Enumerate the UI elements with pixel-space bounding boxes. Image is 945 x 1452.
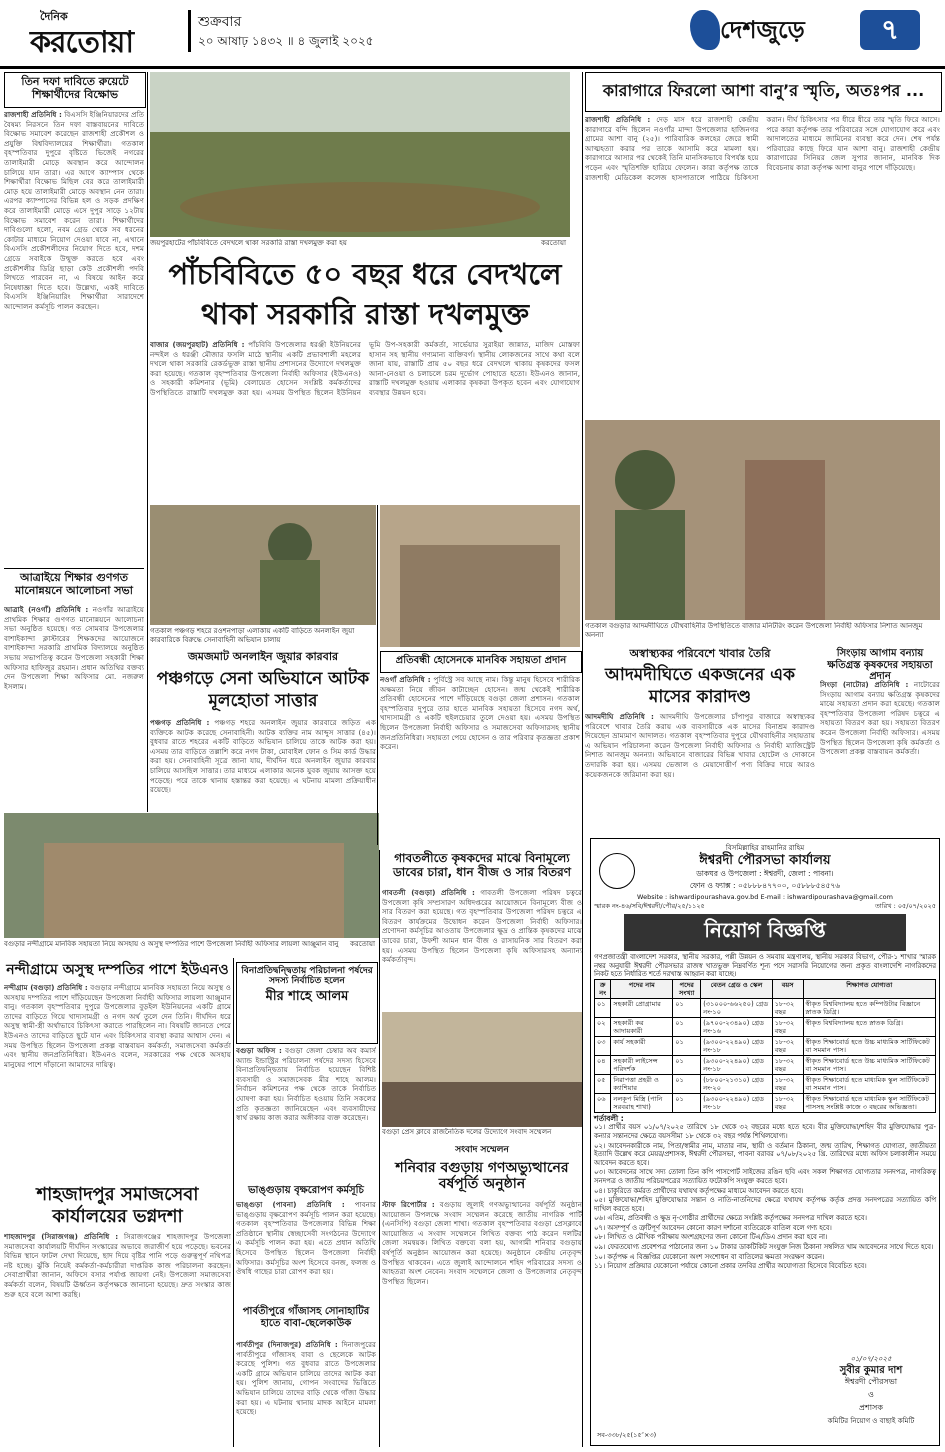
- photo-panchbibi: [150, 72, 570, 237]
- photo-caption: [150, 627, 376, 647]
- headline-shonibar: শনিবার বগুড়ায় গণঅভ্যুত্থানের বর্ষপূর্তি অনুষ্ঠান: [395, 1160, 569, 1193]
- table-cell: সহকারী লাইসেন্স পরিদর্শক: [611, 1055, 673, 1074]
- table-cell: ১৮-৩২ বছর: [772, 1055, 803, 1074]
- table-cell: ০১: [673, 1093, 701, 1112]
- article-karagar: [585, 115, 940, 415]
- article-body: দিনাজপুরের পার্বতীপুরে গাঁজাসহ বাবা ও ছেলেকে আটক করেছে পুলিশ। গত বুধবার রাতে উপজেলার একটি গ্রামে অভিযান চালিয়ে তাদের আটক করা হয়। পুলিশ জানায়, গোপন সংবাদের ভিত্তিতে অভিযান চালিয়ে তাদের বাড়ি থেকে গাঁজা উদ্ধার করা হয়। এ ঘটনায় থানায় মাদক আইনে মামলা হয়েছে।: [236, 1340, 376, 1417]
- notice-terms-title: শর্তাবলী :: [594, 1113, 624, 1123]
- header-day: শুক্রবার: [198, 14, 242, 30]
- headline-box: [585, 72, 942, 112]
- byline: পার্বতীপুর (দিনাজপুর) প্রতিনিধি :: [236, 1340, 338, 1349]
- table-cell: ০২: [595, 1017, 611, 1036]
- table-cell: ০৪: [595, 1055, 611, 1074]
- column-rule: [147, 72, 148, 812]
- column-rule: [582, 72, 583, 1447]
- table-row: [595, 998, 936, 1017]
- masthead-small-label: দৈনিক: [40, 10, 68, 23]
- table-cell: ০১: [673, 1055, 701, 1074]
- vacancy-table-body: [595, 998, 936, 1112]
- article-alhaj: [4, 605, 144, 810]
- headline-box: [4, 72, 146, 108]
- table-cell: স্বীকৃত বিশ্ববিদ্যালয় হতে কম্পিউটার বিজ্ঞানে স্নাতক ডিগ্রি।: [803, 998, 935, 1017]
- article-body: পাঁচবিবি উপজেলার ধরঞ্জী ইউনিয়নের নন্দইল ও ধরঞ্জী মৌজার ফসলি মাঠে স্থানীয় একটি প্রভাবশালী মহলের দখলে থাকা সরকারি রেকর্ডভুক্ত রাস্তা স্থানীয় প্রশাসনের উদ্যোগে দখলমুক্ত করা হয়েছে। গতকাল বৃহস্পতিবার উপজেলা নির্বাহী অফিসার (ইউএনও) ও সহকারী কমিশনার (ভূমি) বেলায়েত হোসেন সংশ্লিষ্ট কর্মকর্তাদের উপস্থিতিতে রাস্তাটি দখলমুক্ত করা হয়। এসময় উপস্থিত ছিলেন ইউনিয়ন ভূমি উপ-সহকারী কর্মকর্তা, সার্ভেয়ার সুরাইয়া জান্নাত, মাজিদ মোস্তফা হাসান সহ স্থানীয় গণ্যমান্য ব্যক্তিবর্গ। স্থানীয় লোকজনের সাথে কথা বলে জানা যায়, রাস্তাটি প্রায় ৫০ বছর ধরে বেদখলে থাকায় কৃষকদের ফসল আনা-নেওয়া ও চলাচলে চরম দুর্ভোগ পোহাতে হতো। ইউএনও জানান, রাস্তাটি দখলমুক্ত হওয়ায় এলাকার কৃষকরা উপকৃত হবেন এবং যোগাযোগ ব্যবস্থার উন্নয়ন হবে।: [150, 340, 580, 397]
- masthead-logo: করতোয়া: [30, 25, 134, 60]
- list-item: ০১। প্রার্থীর বয়স ০১/০৭/২০২৫ তারিখে ১৮ থেকে ৩২ বছরের মধ্যে হতে হবে। বীর মুক্তিযোদ্ধা/শহিদ বীর মুক্তিযোদ্ধার পুত্র-কন্যার সন্তানদের ক্ষেত্রে বয়সসীমা ১৮ থেকে ৩২ বছর পর্যন্ত শিথিলযোগ্য।: [594, 1123, 936, 1140]
- photo-caption: [585, 622, 940, 642]
- prottik-box: [236, 962, 378, 1044]
- table-row: [595, 1074, 936, 1093]
- table-cell: স্বীকৃত শিক্ষাবোর্ড হতে উচ্চ মাধ্যমিক সার্টিফিকেট বা সমমান পাস।: [803, 1036, 935, 1055]
- notice-office: ঈশ্বরদী পৌরসভা কার্যালয়: [699, 853, 831, 868]
- list-item: ০৪। চাকুরিতে কর্মরত প্রার্থীদের যথাযথ কর্তৃপক্ষের মাধ্যমে আবেদন করতে হবে।: [594, 1186, 804, 1195]
- photo-credit: করতোয়া: [350, 940, 375, 948]
- header-divider: [188, 10, 191, 52]
- prottik-name: মীর শাহে আলম: [265, 988, 349, 1004]
- table-cell: ০১: [673, 1074, 701, 1093]
- headline-panchbibi: পাঁচবিবিতে ৫০ বছর ধরে বেদখলে থাকা সরকারি রাস্তা দখলমুক্ত: [168, 257, 562, 331]
- caption-text: গতকাল বগুড়ার আদমদীঘিতে যৌথবাহিনীর উপস্থিতিতে বাজার মনিটরিং করেন উপজেলা নির্বাহী অফিসার নিশাত আনজুম অনন্যা: [585, 622, 923, 639]
- headline-admdighi: আদমদীঘিতে একজনের এক মাসের কারাদণ্ড: [605, 665, 795, 707]
- signature-date: ০১/০৭/২০২৫: [850, 1354, 892, 1363]
- header-date: ২০ আষাঢ় ১৪৩২ ॥ ৪ জুলাই ২০২৫: [198, 34, 374, 48]
- caption-text: বগুড়ার নন্দীগ্রামে মানবিক সহায়তা নিয়ে অসহায় ও অসুস্থ দম্পতির পাশে উপজেলা নির্বাহী অফিসার লায়লা আঞ্জুমান বানু: [4, 940, 339, 948]
- byline: পঞ্চগড় প্রতিনিধি :: [150, 718, 210, 727]
- list-item: ০৬। এতিম, প্রতিবন্ধী ও ক্ষুদ্র নৃ-গোষ্ঠীর প্রার্থীদের ক্ষেত্রে সংশ্লিষ্ট কর্তৃপক্ষের সনদপত্র দাখিল করতে হবে।: [594, 1214, 867, 1223]
- headline-admdighi-small: অস্বাস্থ্যকর পরিবেশে খাবার তৈরি: [629, 647, 771, 660]
- notice-terms: [594, 1123, 936, 1271]
- table-cell: ০৩: [595, 1036, 611, 1055]
- byline: আদমদীঘি প্রতিনিধি :: [585, 712, 654, 721]
- headline-prottik: বিনাপ্রতিদ্বন্দ্বিতায় পরিচালনা পর্ষদের সদস্য নির্বাচিত হলেন: [241, 966, 373, 987]
- table-cell: ০১: [595, 998, 611, 1017]
- table-cell: নিরাপত্তা প্রহরী ও ক্যাশিয়ার: [611, 1074, 673, 1093]
- table-cell: (৯৭০০-২৩৪৯০) গ্রেড নং-১৬: [701, 1017, 772, 1036]
- table-cell: ০৫: [595, 1074, 611, 1093]
- vacancy-column-header: পদের নাম: [611, 979, 673, 998]
- list-item: ১১। নিয়োগ প্রক্রিয়ার যেকোনো পর্যায়ে কোনো প্রকার তদবির প্রার্থীর অযোগ্যতা হিসেবে বিবেচিত হবে।: [594, 1262, 867, 1271]
- photo-credit: করতোয়া: [541, 239, 566, 247]
- notice-title: নিয়োগ বিজ্ঞপ্তি: [624, 914, 906, 951]
- recruitment-notice: [590, 838, 940, 1446]
- notice-phone: ফোন ও ফ্যাক্স : ০৫৮৮৮৪৭৭০০, ০৫৮৮৮৫৪৫৭৬: [689, 880, 841, 890]
- list-item: ০৮। লিখিত ও মৌখিক পরীক্ষায় অংশগ্রহণের জন্য কোনো টিএ/ডিএ প্রদান করা হবে না।: [594, 1233, 828, 1242]
- article-body: বিএসসি ইঞ্জিনিয়ারদের প্রতি বৈষম্য নিরসনে তিন দফা বাস্তবায়নের দাবিতে বিক্ষোভ সমাবেশ করেছেন রাজশাহী প্রকৌশল ও প্রযুক্তি বিশ্ববিদ্যালয়ের শিক্ষার্থীরা। গতকাল বৃহস্পতিবার দুপুরে বৃষ্টিতে ভিজেই নগরের তালাইমারী মোড়ে অবস্থান করে আন্দোলন চালিয়ে যান তারা। এর আগে ক্যাম্পাস থেকে শিক্ষার্থীরা বিক্ষোভ মিছিল বের করে তালাইমারী মোড় হয়ে তালাইমারী মোড়ে অবস্থান নেন তারা। এরপর ক্যাম্পাসের বিভিন্ন হল ও সড়ক প্রদক্ষিণ করে তালাইমারী মোড়ে এসে দুপুর সাড়ে ১২টায় বিক্ষোভ সমাবেশ করেন তারা। শিক্ষার্থীদের দাবিগুলো হলো, নবম গ্রেড থেকে সব ধরনের কোটার মাধ্যমে নিয়োগ দেওয়া যাবে না, এখানে বিএসসি প্রকৌশলীদের নিয়োগ দিতে হবে, দশম গ্রেডে সবাইকে উন্মুক্ত করতে হবে এবং প্রকৌশলীর ডিগ্রি ছাড়া কেউ প্রকৌশলী পদবি লিখতে পারবেন না, এ বিষয়ে আইন করে নিষেধাজ্ঞা দিতে হবে। উল্লেখ্য, একই দাবিতে বিএসসি ইঞ্জিনিয়ারিং শিক্ষার্থীরা সারাদেশে আন্দোলন কর্মসূচি পালন করছেন।: [4, 110, 144, 311]
- photo-caption: [4, 940, 379, 958]
- article-body: পুর্বিস্ট্রে সব আছে নাম। কিন্তু মানুষ হিসেবে শারীরিক অক্ষমতা নিয়ে জীবন কাটাচ্ছেন হোসেন। জন্ম থেকেই শারীরিক প্রতিবন্ধী হোসেনের পাশে দাঁড়িয়েছে বগুড়া জেলা প্রশাসন। গতকাল বৃহস্পতিবার দুপুরে তার হাতে মানবিক সহায়তা হিসেবে নগদ অর্থ, খাদ্যসামগ্রী ও একটি হুইলচেয়ার তুলে দেওয়া হয়। এসময় উপস্থিত ছিলেন উপজেলা নির্বাহী অফিসার ও সমাজসেবা অফিসারসহ স্থানীয় জনপ্রতিনিধিরা। সহায়তা পেয়ে হোসেন ও তার পরিবার কৃতজ্ঞতা প্রকাশ করেন।: [380, 675, 580, 752]
- notice-footer-code: সব-৩৩৮/২৫(১৫″×৩): [597, 1431, 657, 1439]
- table-cell: ১৮-৩২ বছর: [772, 1074, 803, 1093]
- notice-web: Website : ishwardipourashava.gov.bd E-mail : ishwardipourashava@gmail.com: [637, 892, 893, 901]
- headline-protibondhi: প্রতিবন্ধী হোসেনকে মানবিক সহায়তা প্রদান: [395, 655, 567, 666]
- photo-gabtali: [382, 1012, 582, 1127]
- bangladesh-map-icon: [690, 10, 720, 50]
- caption-text: জয়পুরহাটের পাঁচবিবিতে বেদখলে থাকা সরকারি রাস্তা দখলমুক্ত করা হয়: [150, 239, 347, 247]
- article-nandigram: [4, 983, 231, 1181]
- photo-caption: [382, 1128, 582, 1138]
- table-cell: স্বীকৃত বিশ্ববিদ্যালয় হতে স্নাতক ডিগ্রি।: [803, 1017, 935, 1036]
- headline-karagar: কারাগারে ফিরলো আশা বানু’র স্মৃতি, অতঃপর ...: [602, 81, 925, 100]
- section-title: দেশজুড়ে: [720, 16, 805, 44]
- photo-nandigram: [4, 813, 379, 938]
- article-parbatipur: [236, 1340, 376, 1447]
- article-shahjadpur: [4, 1232, 231, 1447]
- photo-nandigram-scene: [4, 813, 379, 938]
- notice-memo-row: [594, 901, 936, 912]
- photo-panchbibi-scene: [150, 72, 570, 237]
- headline-tin-dafa: তিন দফা দাবিতে রুয়েটে শিক্ষার্থীদের বিক্ষোভ: [21, 75, 129, 101]
- byline: শাহজাদপুর (সিরাজগঞ্জ) প্রতিনিধি :: [4, 1232, 119, 1241]
- table-cell: ১৮-৩২ বছর: [772, 1093, 803, 1112]
- article-panchbibi: [150, 340, 580, 500]
- byline: নন্দীগ্রাম (বগুড়া) প্রতিনিধি :: [4, 983, 88, 992]
- table-row: [595, 1017, 936, 1036]
- article-gabtali: [382, 888, 582, 1008]
- headline-parbatipur: পার্বতীপুরে গাঁজাসহ সোনাহাটির হাতে বাবা-ছেলেকাউক: [242, 1306, 370, 1329]
- photo-protibondhi-scene: [380, 505, 580, 647]
- column-rule: [379, 850, 380, 1447]
- divider: [4, 568, 144, 569]
- table-row: [595, 1036, 936, 1055]
- notice-memo: স্মারক নং-৪৬/সবি/ঈশ্বরদী/পৌর/২৫/১১২৫: [594, 901, 705, 910]
- article-body: নওগাঁর আত্রাইয়ে প্রাথমিক শিক্ষার গুণগত মানোন্নয়নে আলোচনা সভা অনুষ্ঠিত হয়েছে। গত সোমবার উপজেলার বাশাইকান্দা ক্লাস্টারের শিক্ষকদের আয়োজনে বাশাইকান্দা সরকারি প্রাথমিক বিদ্যালয়ে অনুষ্ঠিত সভায় সভাপতিত্ব করেন উপজেলা সহকারী শিক্ষা অফিসার হাফিজুর রহমান। প্রধান অতিথির বক্তব্য দেন উপজেলা শিক্ষা অফিসার মো. নজরুল ইসলাম।: [4, 605, 144, 691]
- article-bhangura: [236, 1200, 376, 1303]
- headline-alhaj: আত্রাইয়ে শিক্ষার গুণগত মানোন্নয়নে আলোচনা সভা: [15, 571, 133, 597]
- headline-singra: সিংড়ায় আগাম বন্যায় ক্ষতিগ্রস্ত কৃষকদের সহায়তা প্রদান: [827, 648, 933, 682]
- article-body: সিরাজগঞ্জের শাহজাদপুর উপজেলা সমাজসেবা কার্যালয়টি দীর্ঘদিন সংস্কারের অভাবে জরাজীর্ণ হয়ে পড়েছে। ভবনের বিভিন্ন স্থানে ফাটল দেখা দিয়েছে, ছাদ দিয়ে বৃষ্টির পানি পড়ে গুরুত্বপূর্ণ নথিপত্র নষ্ট হচ্ছে। ঝুঁকি নিয়েই কর্মকর্তা-কর্মচারীরা দাপ্তরিক কাজ পরিচালনা করছেন। সেবাপ্রার্থীরা জানান, অফিসে বসার পর্যাপ্ত জায়গা নেই। উপজেলা সমাজসেবা কর্মকর্তা বলেন, বিষয়টি ঊর্ধ্বতন কর্তৃপক্ষকে জানানো হয়েছে। দ্রুত সংস্কার কাজ শুরু হবে বলে আশা করছি।: [4, 1232, 231, 1299]
- byline: রাজশাহী প্রতিনিধি :: [4, 110, 62, 119]
- table-cell: স্বীকৃত শিক্ষাবোর্ড হতে মাধ্যমিক স্কুল সার্টিফিকেট বা সমমান পাস।: [803, 1074, 935, 1093]
- table-cell: কার্য সহকারী: [611, 1036, 673, 1055]
- table-cell: ০৬: [595, 1093, 611, 1112]
- table-cell: ১৮-৩২ বছর: [772, 1036, 803, 1055]
- vacancy-column-header: শিক্ষাগত যোগ্যতা: [803, 979, 935, 998]
- photo-caption: [150, 239, 570, 249]
- caption-text: গতকাল পঞ্চগড় শহরে রওশনপাড়া এলাকায় একটি বাড়িতে অনলাইন জুয়া কারবারিকে বিরুদ্ধে সেনাবাহিনী অভিযান চালায়: [150, 627, 355, 644]
- headline-jomjomat-small: জমজমাট অনলাইন জুয়ার কারবার: [187, 650, 339, 663]
- photo-karagar: [585, 420, 940, 620]
- table-cell: ০১: [673, 1017, 701, 1036]
- headline-shonibar-small: সংবাদ সম্মেলন: [455, 1145, 509, 1155]
- signatory-role: প্রশাসক: [859, 1403, 883, 1412]
- photo-gabtali-scene: [382, 1012, 582, 1127]
- article-body: বগুড়ায় জুলাই গণঅভ্যুত্থানের বর্ষপূর্তি অনুষ্ঠান আয়োজন উপলক্ষে সংবাদ সম্মেলন করেছে জাতীয় নাগরিক পার্টি (এনসিপি) বগুড়া জেলা শাখা। গতকাল বৃহস্পতিবার বগুড়া প্রেসক্লাবে আয়োজিত এ সংবাদ সম্মেলনে লিখিত বক্তব্য পাঠ করেন দলটির জেলা সমন্বয়ক। লিখিত বক্তব্যে বলা হয়, আগামী শনিবার বগুড়ায় বর্ষপূর্তি অনুষ্ঠান আয়োজন করা হয়েছে। অনুষ্ঠানে কেন্দ্রীয় নেতৃবৃন্দ উপস্থিত থাকবেন। এতে জুলাই আন্দোলনে শহিদ পরিবারের সদস্য ও আহতরা অংশ নেবেন। সংবাদ সম্মেলনে জেলা ও উপজেলার নেতৃবৃন্দ উপস্থিত ছিলেন।: [382, 1200, 582, 1286]
- article-admdighi: [585, 712, 815, 832]
- table-cell: ১৮-৩২ বছর: [772, 998, 803, 1017]
- notice-address: ডাকঘর ও উপজেলা : ঈশ্বরদী, জেলা : পাবনা।: [696, 868, 834, 878]
- municipality-seal-icon: [599, 853, 635, 889]
- article-body: নাটোরের সিংড়ায় আগাম বন্যায় ক্ষতিগ্রস্ত কৃষকদের মাঝে সহায়তা প্রদান করা হয়েছে। গতকাল বৃহস্পতিবার উপজেলা পরিষদ চত্বরে এ সহায়তা বিতরণ করা হয়। সহায়তা বিতরণ করেন উপজেলা নির্বাহী অফিসার। এসময় উপস্থিত ছিলেন উপজেলা কৃষি কর্মকর্তা ও উপজেলা প্রকল্প বাস্তবায়ন কর্মকর্তা।: [820, 680, 940, 757]
- vacancy-column-header: বেতন গ্রেড ও স্কেল: [701, 979, 772, 998]
- byline: বাজার (জয়পুরহাট) প্রতিনিধি :: [150, 340, 245, 349]
- list-item: ০৩। আবেদনের সাথে সদ্য তোলা তিন কপি পাসপোর্ট সাইজের রঙিন ছবি এবং সকল শিক্ষাগত যোগ্যতার সনদপত্র, নাগরিকত্ব সনদপত্র ও জাতীয় পরিচয়পত্রের সত্যায়িত ফটোকপি সংযুক্ত করতে হবে।: [594, 1168, 936, 1185]
- list-item: ০৭। অসম্পূর্ণ ও ত্রুটিপূর্ণ আবেদন কোনো কারণ দর্শানো ব্যতিরেকে বাতিল বলে গণ্য হবে।: [594, 1223, 832, 1232]
- byline: গাবতলী (বগুড়া) প্রতিনিধি :: [382, 888, 475, 897]
- table-cell: ০১: [673, 1036, 701, 1055]
- notice-footer-right: কমিটির নিয়োগ ও বাছাই কমিটি: [827, 1417, 915, 1425]
- article-body: আদমদীঘি উপজেলার চাঁপাপুর বাজারে অস্বাস্থ্যকর পরিবেশে খাবার তৈরি করায় এক ব্যবসায়ীকে এক মাসের বিনাশ্রম কারাদণ্ড দিয়েছেন ভ্রাম্যমাণ আদালত। গতকাল বৃহস্পতিবার দুপুরে যৌথবাহিনীর সহায়তায় এ অভিযান পরিচালনা করেন উপজেলা নির্বাহী অফিসার ও নির্বাহী ম্যাজিস্ট্রেট নিশাত আনজুম অনন্যা। অভিযানে বাজারের বিভিন্ন খাবার হোটেল ও দোকানে তদারকি করা হয়। এসময় ভেজাল ও মেয়াদোত্তীর্ণ পণ্য বিক্রির দায়ে আরও কয়েকজনকে জরিমানা করা হয়।: [585, 712, 815, 779]
- byline: সিংড়া (নাটোর) প্রতিনিধি :: [820, 680, 909, 689]
- photo-protibondhi: [380, 505, 580, 647]
- photo-karagar-scene: [585, 420, 940, 620]
- table-cell: সহকারী কর আদায়কারী: [611, 1017, 673, 1036]
- signatory-name: সুবীর কুমার দাশ: [839, 1364, 903, 1376]
- page-number: ৭: [860, 10, 920, 50]
- page-header: [0, 0, 945, 69]
- vacancy-table: [594, 979, 936, 1113]
- article-body: পঞ্চগড় শহরে অনলাইন জুয়ার কারবারে জড়িত এক ব্যক্তিকে আটক করেছে সেনাবাহিনী। আটক ব্যক্তির নাম আব্দুস সাত্তার (৪৫)। বুধবার রাতে শহরের একটি বাড়িতে অভিযান চালিয়ে তাকে আটক করা হয়। এসময় তার বাড়িতে তল্লাশি করে নগদ টাকা, মোবাইল ফোন ও সিম কার্ড উদ্ধার করা হয়। সেনাবাহিনী সূত্রে জানা যায়, দীর্ঘদিন ধরে অনলাইন জুয়ার কারবার চালিয়ে আসছিল সাত্তার। তার মাধ্যমে এলাকার অনেক যুবক জুয়ায় আসক্ত হয়ে পড়েছে। পরে তাকে থানায় হস্তান্তর করা হয়েছে। এ ঘটনায় মামলা প্রক্রিয়াধীন রয়েছে।: [150, 718, 376, 795]
- table-cell: (৯৩০০-২২৪৯০) গ্রেড নং-১৮: [701, 1093, 772, 1112]
- table-cell: নলকূপ মিস্ত্রি (পানি সরবরাহ শাখা): [611, 1093, 673, 1112]
- table-cell: স্বীকৃত শিক্ষাবোর্ড হতে উচ্চ মাধ্যমিক সার্টিফিকেট বা সমমান পাস।: [803, 1055, 935, 1074]
- article-protibondhi: [380, 675, 580, 845]
- article-body: গাবতলী উপজেলা পরিষদ চত্বরে উপজেলা কৃষি সম্প্রসারণ অধিদপ্তরের আয়োজনে বিনামূল্যে বীজ ও সার বিতরণ করা হয়েছে। গত বৃহস্পতিবার উপজেলা পরিষদ চত্বরে এ বিতরণ কার্যক্রমের উদ্বোধন করেন উপজেলা নির্বাহী অফিসার। প্রণোদনা কর্মসূচির আওতায় উপজেলার ক্ষুদ্র ও প্রান্তিক কৃষকদের মাঝে ডাবের চারা, উফশী আমন ধান বীজ ও রাসায়নিক সার বিতরণ করা হয়। এসময় উপস্থিত ছিলেন উপজেলা কৃষি অফিসারসহ অন্যান্য কর্মকর্তাবৃন্দ।: [382, 888, 582, 965]
- vacancy-column-header: পদের সংখ্যা: [673, 979, 701, 998]
- byline: স্টাফ রিপোর্টার :: [382, 1200, 435, 1209]
- headline-shahjadpur: শাহজাদপুর সমাজসেবা কার্যালয়ের ভগ্নদশা: [36, 1184, 199, 1227]
- list-item: ০৫। মুক্তিযোদ্ধা/শহিদ মুক্তিযোদ্ধার সন্তান ও নাতি-নাতনিদের ক্ষেত্রে যথাযথ কর্তৃপক্ষ কর্তৃক প্রদত্ত সনদপত্রের সত্যায়িত কপি দাখিল করতে হবে।: [594, 1196, 936, 1213]
- table-cell: (৩১০০০-৬৬২৫০) গ্রেড নং-১০: [701, 998, 772, 1017]
- vacancy-column-header: বয়স: [772, 979, 803, 998]
- headline-box: [380, 651, 582, 673]
- table-cell: (৮৮০০-২১৩১০) গ্রেড নং-২০: [701, 1074, 772, 1093]
- column-rule: [377, 505, 378, 845]
- table-cell: (৯৩০০-২২৪৯০) গ্রেড নং-১৮: [701, 1036, 772, 1055]
- article-body: দেড় মাস ধরে রাজশাহী কেন্দ্রীয় কারাগারে বন্দি ছিলেন নওগাঁর মান্দা উপজেলার হাজিনগর গ্রামের আশা বানু (২৫)। পারিবারিক কলহের জেরে স্বামী আত্মহত্যা করার পর তাকে আসামি করে মামলা হয়। কারাগারে আসার পর থেকেই তিনি মানসিকভাবে বিপর্যস্ত হয়ে পড়েন এবং স্মৃতিশক্তি হারিয়ে ফেলেন। কারা কর্তৃপক্ষ তাকে রাজশাহী মেডিকেল কলেজ হাসপাতালে পাঠিয়ে চিকিৎসা করান। দীর্ঘ চিকিৎসার পর ধীরে ধীরে তার স্মৃতি ফিরে আসে। পরে কারা কর্তৃপক্ষ তার পরিবারের সঙ্গে যোগাযোগ করে এবং আদালতের মাধ্যমে জামিনের ব্যবস্থা করে দেন। শেষ পর্যন্ত পরিবারের কাছে ফিরে যান আশা বানু। রাজশাহী কেন্দ্রীয় কারাগারের সিনিয়র জেল সুপার জানান, মানবিক দিক বিবেচনায় কারা কর্তৃপক্ষ আশা বানুর পাশে দাঁড়িয়েছে।: [585, 115, 940, 182]
- notice-signature-block: [811, 1353, 931, 1428]
- vacancy-table-header: [595, 979, 936, 998]
- notice-bismillah: বিসমিল্লাহির রাহমানির রাহিম: [725, 844, 805, 852]
- article-body: পাবনার ভাঙ্গুড়ায় বৃক্ষরোপণ কর্মসূচি পালন করা হয়েছে। গতকাল বৃহস্পতিবার উপজেলার বিভিন্ন শিক্ষা প্রতিষ্ঠানে স্থানীয় স্বেচ্ছাসেবী সংগঠনের উদ্যোগে এ কর্মসূচি পালন করা হয়। এতে প্রধান অতিথি হিসেবে উপস্থিত ছিলেন উপজেলা নির্বাহী অফিসার। কর্মসূচির অংশ হিসেবে বনজ, ফলজ ও ঔষধি গাছের চারা রোপণ করা হয়।: [236, 1200, 376, 1277]
- byline: আত্রাই (নওগাঁ) প্রতিনিধি :: [4, 605, 89, 614]
- vacancy-column-header: ক্র নং: [595, 979, 611, 998]
- table-cell: সহকারী প্রোগ্রামার: [611, 998, 673, 1017]
- table-row: [595, 1055, 936, 1074]
- list-item: ০৯। ফেরতযোগ্য প্রবেশপত্র পাঠানোর জন্য ১০ টাকার ডাকটিকিট সংযুক্ত নিজ ঠিকানা সম্বলিত খাম আবেদনের সাথে দিতে হবে।: [594, 1243, 934, 1252]
- column-rule: [233, 958, 234, 1447]
- article-body: বগুড়া জেলা চেম্বার অব কমার্স অ্যান্ড ইন্ডাস্ট্রির পরিচালনা পর্ষদের সদস্য হিসেবে বিনাপ্রতিদ্বন্দ্বিতায় নির্বাচিত হয়েছেন বিশিষ্ট ব্যবসায়ী ও সমাজসেবক মীর শাহে আলম। নির্বাচন কমিশনের পক্ষ থেকে তাকে নির্বাচিত ঘোষণা করা হয়। নির্বাচিত হওয়ায় তিনি সকলের প্রতি কৃতজ্ঞতা জানিয়েছেন এবং ব্যবসায়ীদের স্বার্থ রক্ষায় কাজ করার অঙ্গীকার ব্যক্ত করেছেন।: [236, 1046, 376, 1123]
- list-item: ০২। আবেদনকারীকে নাম, পিতা/স্বামীর নাম, মাতার নাম, স্থায়ী ও বর্তমান ঠিকানা, জন্ম তারিখ, শিক্ষাগত যোগ্যতা, জাতীয়তা ইত্যাদি উল্লেখ করে মেয়র/প্রশাসক, ঈশ্বরদী পৌরসভা, পাবনা বরাবর ০৭/০৮/২০২৫ খ্রি. তারিখের মধ্যে অফিস চলাকালীন সময়ে আবেদন করতে হবে।: [594, 1141, 936, 1167]
- list-item: ১০। কর্তৃপক্ষ এ বিজ্ঞপ্তির যেকোনো অংশ সংশোধন বা বাতিলের ক্ষমতা সংরক্ষণ করেন।: [594, 1252, 825, 1261]
- article-tin-dafa: [4, 110, 144, 565]
- notice-memo-date: তারিখ : ০৫/০৭/২০২৫: [875, 901, 936, 910]
- article-prottik: [236, 1046, 376, 1181]
- photo-jomjomat-scene: [150, 505, 376, 625]
- signatory-title: ঈশ্বরদী পৌরসভা: [844, 1377, 898, 1386]
- byline: রাজশাহী প্রতিনিধি :: [585, 115, 651, 124]
- headline-nandigram: নন্দীগ্রামে অসুস্থ দম্পতির পাশে ইউএনও: [6, 962, 229, 978]
- byline: নওগাঁ প্রতিনিধি :: [380, 675, 431, 684]
- table-cell: ০১: [673, 998, 701, 1017]
- photo-jomjomat: [150, 505, 376, 625]
- headline-bhangura: ভাঙ্গুড়ায় বৃক্ষরোপণ কর্মসূচি: [248, 1185, 364, 1196]
- table-cell: ১৮-৩২ বছর: [772, 1017, 803, 1036]
- article-shonibar: [382, 1200, 582, 1447]
- article-singra: [820, 680, 940, 832]
- article-body: বগুড়ার নন্দীগ্রামে মানবিক সহায়তা নিয়ে অসুস্থ ও অসহায় দম্পতির পাশে দাঁড়িয়েছেন উপজেলা নির্বাহী অফিসার লায়লা আঞ্জুমান বানু। গতকাল বৃহস্পতিবার দুপুরে উপজেলার বুড়ইল ইউনিয়নের একটি গ্রামে তাদের বাড়িতে গিয়ে খাদ্যসামগ্রী ও নগদ অর্থ তুলে দেন তিনি। দীর্ঘদিন ধরে অসুস্থ স্বামী-স্ত্রী অর্থাভাবে চিকিৎসা করাতে পারছিলেন না। বিষয়টি জানতে পেরে ইউএনও তাদের বাড়িতে ছুটে যান এবং চিকিৎসার ব্যবস্থা করার আশ্বাস দেন। এ সময় উপস্থিত ছিলেন উপজেলা প্রকল্প বাস্তবায়ন কর্মকর্তা, সমাজসেবা কর্মকর্তা এবং স্থানীয় জনপ্রতিনিধিরা। ইউএনও বলেন, সরকারের পক্ষ থেকে অসহায় মানুষের পাশে দাঁড়ানো আমাদের দায়িত্ব।: [4, 983, 231, 1069]
- table-cell: (৯৩০০-২২৪৯০) গ্রেড নং-১৮: [701, 1055, 772, 1074]
- headline-jomjomat: পঞ্চগড়ে সেনা অভিযানে আটক মূলহোতা সাত্তার: [156, 669, 370, 711]
- headline-gabtali: গাবতলীতে কৃষকদের মাঝে বিনামূল্যে ডাবের চারা, ধান বীজ ও সার বিতরণ: [392, 851, 572, 879]
- notice-intro: গণপ্রজাতন্ত্রী বাংলাদেশ সরকার, স্থানীয় সরকার, পল্লী উন্নয়ন ও সমবায় মন্ত্রণালয়, স্থানীয় সরকার বিভাগ, পৌর-১ শাখার স্মারক নম্বর অনুযায়ী ঈশ্বরদী পৌরসভার রাজস্ব খাতভুক্ত নিম্নবর্ণিত শূন্য পদে সরাসরি নিয়োগের জন্য প্রকৃত বাংলাদেশি নাগরিকদের নিকট হতে নির্ধারিত শর্তে দরখাস্ত আহ্বান করা যাচ্ছে।: [594, 952, 936, 979]
- byline: ভাঙ্গুড়া (পাবনা) প্রতিনিধি :: [236, 1200, 345, 1209]
- caption-text: বগুড়া প্রেস ক্লাবে রাজনৈতিক দলের উদ্যোগে সংবাদ সম্মেলন: [382, 1128, 552, 1136]
- byline: বগুড়া অফিস :: [236, 1046, 282, 1055]
- signatory-sub: ও: [868, 1390, 874, 1399]
- table-row: [595, 1093, 936, 1112]
- table-cell: স্বীকৃত শিক্ষাবোর্ড হতে মাধ্যমিক স্কুল সার্টিফিকেট পাসসহ সংশ্লিষ্ট কাজে ৩ বছরের অভিজ্ঞতা।: [803, 1093, 935, 1112]
